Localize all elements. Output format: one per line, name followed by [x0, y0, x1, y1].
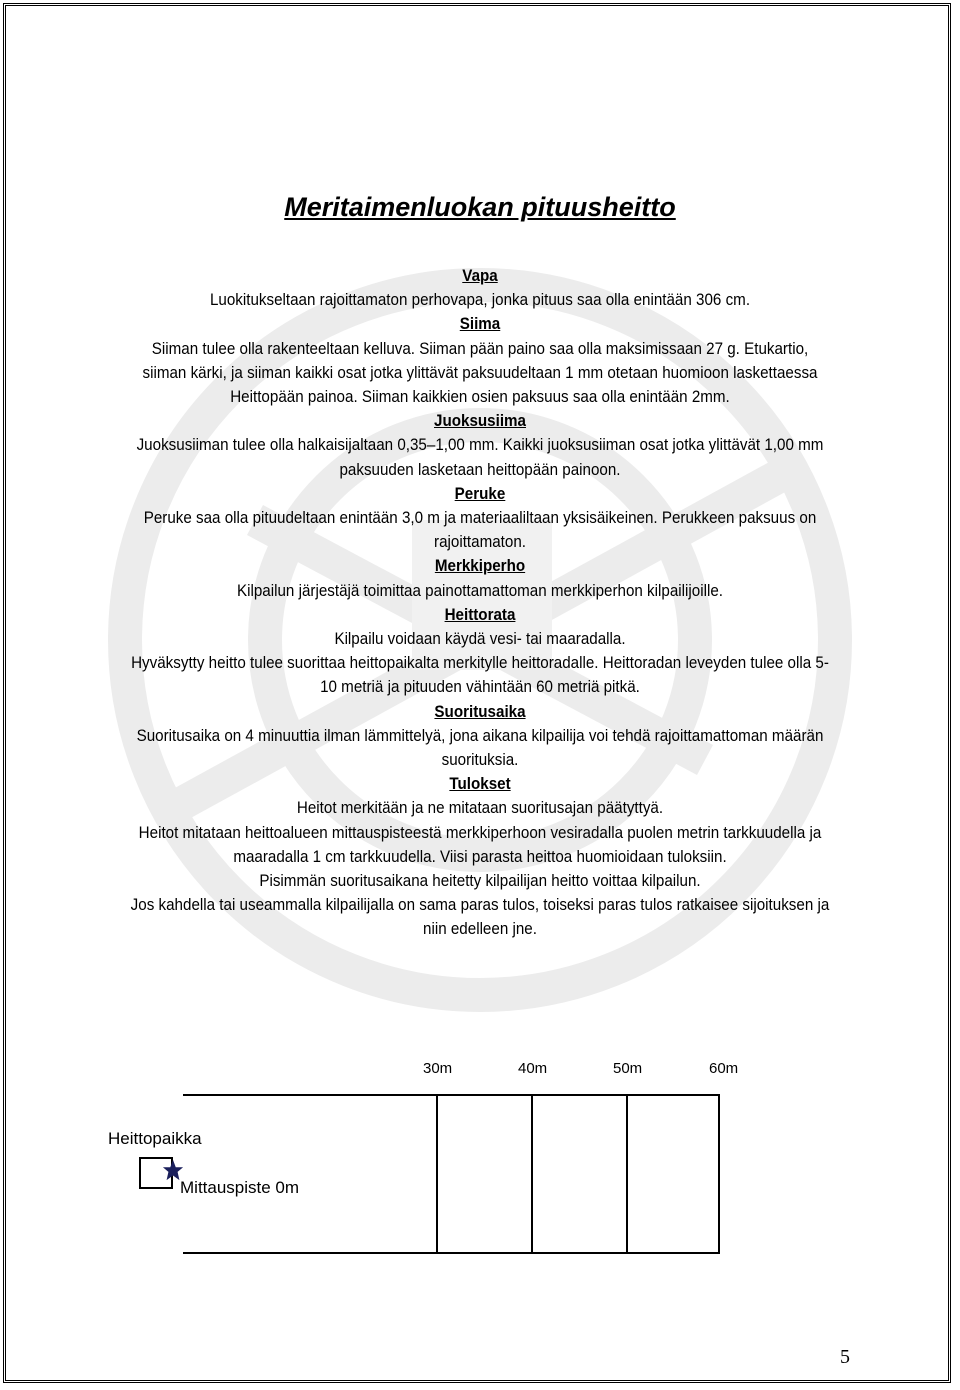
section-peruke	[130, 482, 829, 555]
section-text: Suoritusaika on 4 minuuttia ilman lämmittelyä, jona aikana kilpailija voi tehdä rajoittamattoman määrän suorituksia.	[136, 726, 824, 770]
distance-label-40m: 40m	[518, 1060, 548, 1077]
section-text: Heitot mitataan heittoalueen mittauspisteestä merkkiperhoon vesiradalla puolen metrin tarkkuudella ja maaradalla 1 cm tarkkuudella. Viisi parasta heittoa huomioidaan tuloksiin.	[138, 823, 822, 866]
rules-content	[130, 264, 829, 942]
course-top-line	[183, 1094, 718, 1096]
section-heading: Merkkiperho	[434, 557, 526, 576]
section-merkkiperho	[130, 554, 829, 602]
section-text: Kilpailu voidaan käydä vesi- tai maaradalla.	[334, 630, 626, 649]
measuring-point-label: Mittauspiste 0m	[180, 1178, 300, 1197]
course-bottom-line	[183, 1252, 718, 1254]
section-text: Luokitukseltaan rajoittamaton perhovapa, jonka pituus saa olla enintään 306 cm.	[209, 291, 751, 310]
section-heittorata	[130, 603, 829, 700]
section-heading: Suoritusaika	[434, 702, 526, 721]
section-heading: Peruke	[454, 484, 506, 503]
section-text: Heitot merkitään ja ne mitataan suoritusajan päätyttyä.	[296, 799, 664, 818]
section-text: Hyväksytty heitto tulee suorittaa heittopaikalta merkitylle heittoradalle. Heittoradan leveyden tulee olla 5-10 metriä ja pituuden vähintään 60 metriä pitkä.	[131, 654, 829, 697]
section-vapa	[130, 264, 829, 312]
section-siima	[130, 312, 829, 409]
distance-label-50m: 50m	[613, 1060, 643, 1077]
section-text: Siiman tulee olla rakenteeltaan kelluva. Siiman pään paino saa olla maksimissaan 27 g. Etukartio, siiman kärki, ja siiman kaikki osat jotka ylittävät paksuudeltaan 1 mm otetaan huomioon laskettaessa Heittopään painoa. Siiman kaikkien osien paksuus saa olla enintään 2mm.	[142, 339, 818, 407]
distance-label-30m: 30m	[423, 1060, 453, 1077]
section-heading: Tulokset	[449, 775, 511, 794]
page-number: 5	[840, 1346, 850, 1368]
marker-line-60m	[718, 1094, 720, 1254]
marker-line-30m	[436, 1094, 438, 1254]
casting-spot-label: Heittopaikka	[108, 1129, 202, 1148]
section-heading: Vapa	[462, 267, 498, 285]
section-text: Peruke saa olla pituudeltaan enintään 3,0 m ja materiaaliltaan yksisäikeinen. Perukkeen paksuus on rajoittamaton.	[143, 509, 817, 552]
section-text: Jos kahdella tai useammalla kilpailijalla on sama paras tulos, toiseksi paras tulos ratkaisee sijoituksen ja niin edelleen jne.	[130, 896, 830, 939]
section-heading: Juoksusiima	[434, 412, 526, 431]
marker-line-40m	[531, 1094, 533, 1254]
marker-line-50m	[626, 1094, 628, 1254]
section-heading: Siima	[459, 315, 501, 334]
page-title: Meritaimenluokan pituusheitto	[284, 192, 676, 222]
section-tulokset	[130, 772, 829, 941]
section-suoritusaika	[130, 700, 829, 773]
section-text: Kilpailun järjestäjä toimittaa painottamattoman merkkiperhon kilpailijoille.	[236, 581, 723, 600]
section-text: Juoksusiiman tulee olla halkaisijaltaan 0,35–1,00 mm. Kaikki juoksusiiman osat jotka ylittävät 1,00 mm paksuuden lasketaan heittopään painoon.	[136, 436, 824, 479]
distance-label-60m: 60m	[709, 1060, 739, 1077]
section-text: Pisimmän suoritusaikana heitetty kilpailijan heitto voittaa kilpailun.	[259, 872, 701, 891]
section-juoksusiima	[130, 409, 829, 482]
section-heading: Heittorata	[444, 605, 516, 624]
